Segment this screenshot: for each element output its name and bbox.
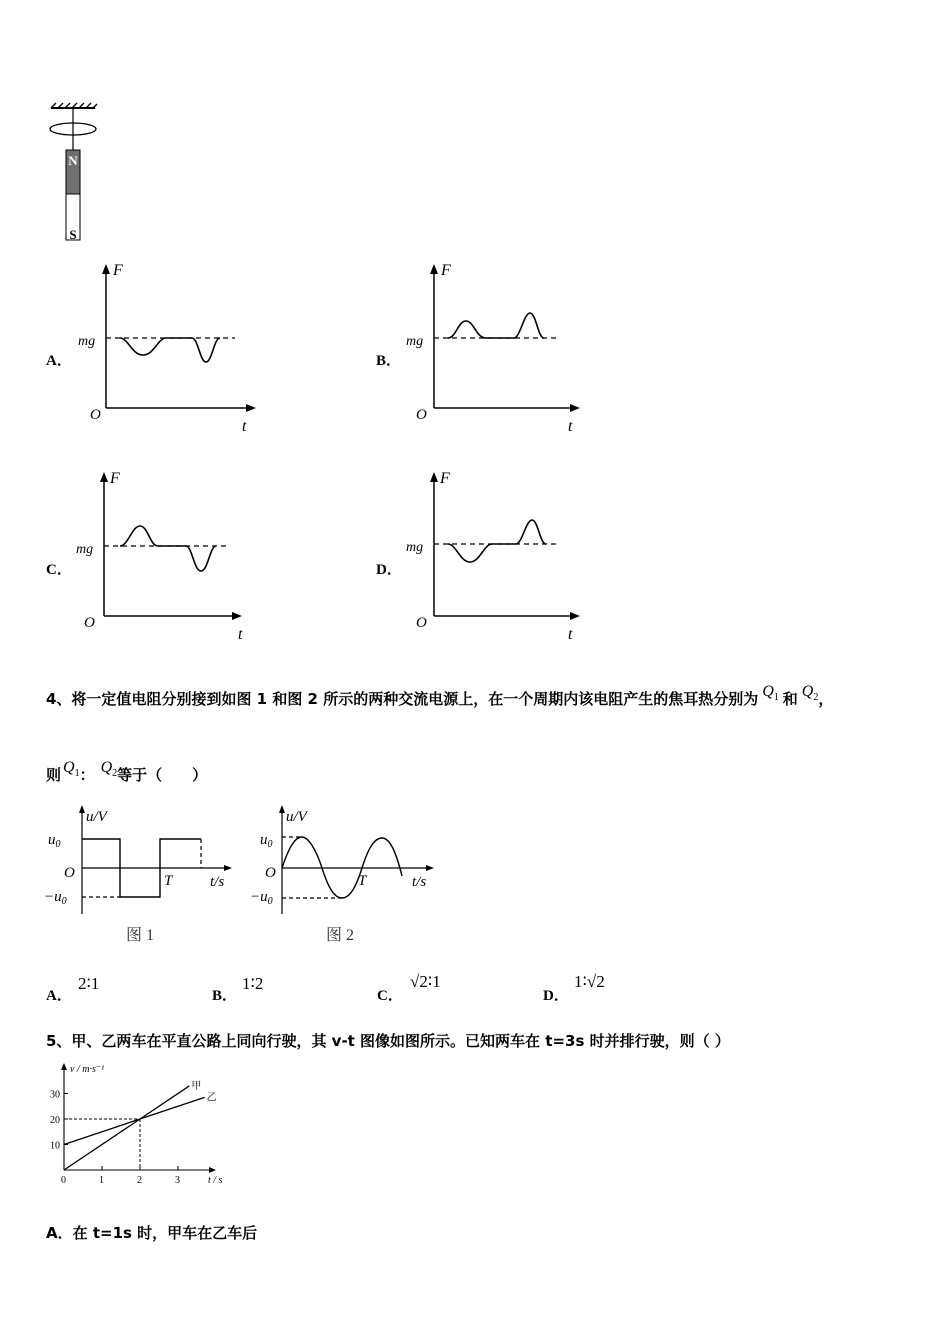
fig1-caption: 图 1 — [126, 927, 155, 944]
ref-label-mg: mg — [406, 540, 424, 555]
series-line-jia — [64, 1086, 189, 1170]
option-b-label: B． — [376, 353, 402, 369]
x-axis-label: t / s — [208, 1175, 223, 1186]
origin-label: O — [84, 615, 95, 631]
answer-a-label: A． — [46, 988, 72, 1004]
x-axis-label-t: t — [242, 418, 247, 435]
y-axis-label-f: F — [441, 262, 451, 279]
fig1-u0-label: $u_0$ — [48, 832, 61, 850]
question-4-text: 4、将一定值电阻分别接到如图 1 和图 2 所示的两种交流电源上，在一个周期内该电阻产生的焦耳热分别为 — [46, 690, 759, 708]
y-axis-label-f: F — [110, 470, 120, 487]
q2-symbol: $Q_2$ — [100, 759, 118, 780]
fig2-origin: O — [265, 865, 276, 881]
vt-chart — [44, 1060, 234, 1195]
fig1-origin: O — [64, 865, 75, 881]
answer-c-label: C． — [377, 988, 403, 1004]
y-tick-label: 20 — [50, 1115, 60, 1126]
force-graph-c — [68, 466, 268, 646]
answer-d-value: 1∶√2 — [574, 972, 605, 991]
magnet-north-label: N — [68, 153, 78, 168]
x-tick-label: 2 — [137, 1175, 142, 1186]
ref-label-mg: mg — [76, 542, 94, 557]
fig2-period-label: T — [358, 873, 367, 889]
figure-2-sine-wave — [250, 804, 450, 949]
and-text: 和 — [782, 690, 798, 708]
ref-label-mg: mg — [406, 334, 424, 349]
x-tick-label: 3 — [175, 1175, 180, 1186]
fig2-u0-label: $u_0$ — [260, 832, 273, 850]
x-axis-arrow — [209, 1167, 216, 1173]
answer-a-value: 2∶1 — [78, 974, 100, 993]
y-axis-label-f: F — [440, 470, 450, 487]
magnet-figure — [45, 100, 105, 245]
x-axis-label-t: t — [568, 418, 573, 435]
y-tick-label: 30 — [50, 1089, 60, 1101]
fig2-neg-u0-label: $-u_0$ — [250, 889, 273, 907]
answer-b-label: B． — [212, 988, 238, 1004]
answer-c-value: √2∶1 — [410, 972, 441, 991]
series-label-yi: 乙 — [206, 1092, 217, 1104]
fig1-neg-u0-label: $-u_0$ — [44, 889, 67, 907]
fig1-period-label: T — [164, 873, 173, 889]
question-5-option-a: A．在 t=1s 时，甲车在乙车后 — [46, 1224, 258, 1242]
option-c-label: C． — [46, 562, 72, 578]
x-axis-label-t: t — [568, 626, 573, 643]
series-label-jia: 甲 — [191, 1080, 202, 1092]
question-5-text: 5、甲、乙两车在平直公路上同向行驶，其 v-t 图像如图所示。已知两车在 t=3s 时并排行驶，则（ ） — [46, 1032, 730, 1050]
force-graph-d — [398, 466, 598, 646]
ref-label-mg: mg — [78, 334, 96, 349]
fig1-y-axis-label: u/V — [86, 809, 107, 825]
x-tick-label: 1 — [99, 1175, 104, 1186]
question-4-line1: 4、将一定值电阻分别接到如图 1 和图 2 所示的两种交流电源上，在一个周期内该电阻产生的焦耳热分别为 $Q_1$ 和 $Q_2$， — [46, 683, 834, 708]
q1-symbol: $Q_1$ — [63, 759, 80, 780]
fig2-caption: 图 2 — [326, 927, 355, 944]
fig2-x-axis-label: t/s — [412, 874, 427, 890]
answer-b-value: 1∶2 — [242, 974, 264, 993]
force-graph-a — [70, 258, 270, 438]
origin-label: O — [416, 407, 427, 423]
force-graph-b — [398, 258, 598, 438]
y-axis-label-f: F — [113, 262, 123, 279]
y-axis-arrow — [61, 1063, 67, 1070]
magnet-south-label: S — [69, 227, 77, 242]
answer-d-label: D． — [543, 988, 569, 1004]
x-tick-label: 0 — [61, 1175, 66, 1186]
q2-symbol: $Q_2$ — [801, 683, 819, 704]
question-4-line2: 则 $Q_1$： $Q_2$等于（ ） — [46, 759, 208, 784]
option-d-label: D． — [376, 562, 402, 578]
x-axis-label-t: t — [238, 626, 243, 643]
figure-1-square-wave — [44, 804, 244, 949]
q1-symbol: $Q_1$ — [762, 683, 779, 704]
origin-label: O — [416, 615, 427, 631]
fig2-y-axis-label: u/V — [286, 809, 307, 825]
y-tick-label: 10 — [50, 1140, 60, 1152]
origin-label: O — [90, 407, 101, 423]
option-a-label: A． — [46, 353, 72, 369]
fig1-x-axis-label: t/s — [210, 874, 225, 890]
y-axis-label: v / m·s⁻¹ — [70, 1064, 105, 1075]
series-line-yi — [64, 1097, 205, 1144]
